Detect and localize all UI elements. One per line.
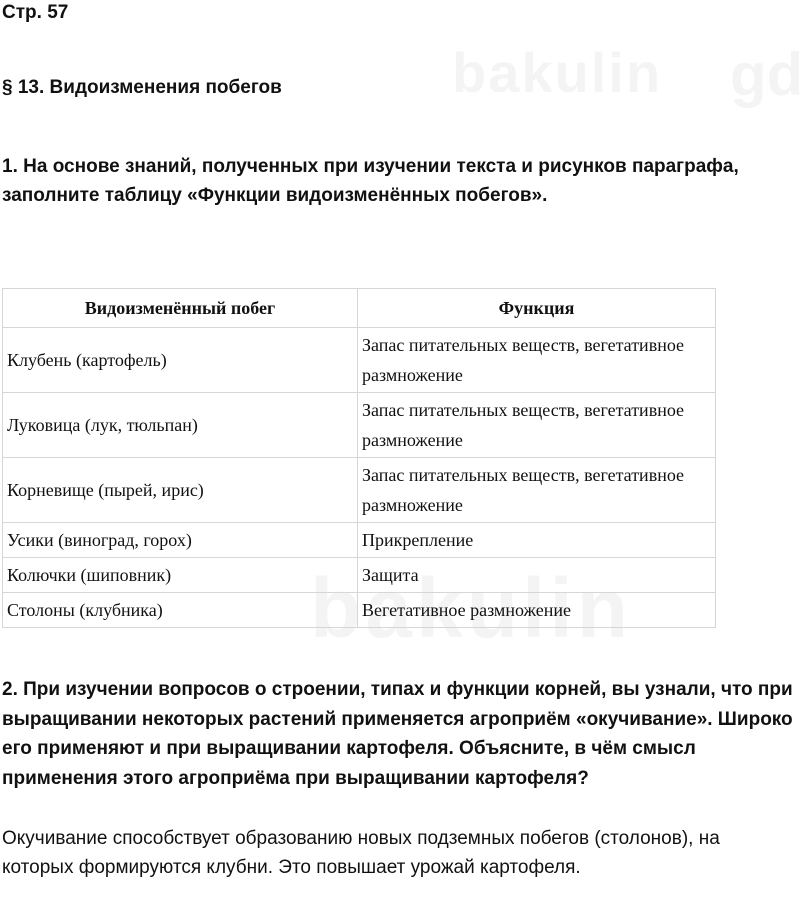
cell-function: Прикрепление — [358, 523, 716, 558]
section-title: § 13. Видоизменения побегов — [2, 77, 282, 98]
question-1: 1. На основе знаний, полученных при изучении текста и рисунков параграфа, заполните таблицу «Функции видоизменённых побегов». — [2, 156, 739, 206]
cell-shoot: Колючки (шиповник) — [3, 558, 358, 593]
table-row — [3, 523, 716, 558]
answer-2: Окучивание способствует образованию новых подземных побегов (столонов), на которых формируются клубни. Это повышает урожай картофеля. — [2, 828, 720, 878]
column-header-shoot: Видоизменённый побег — [3, 289, 358, 328]
watermark-site — [730, 40, 800, 109]
table-row — [3, 458, 716, 523]
table-header-row — [3, 289, 716, 328]
cell-function: Защита — [358, 558, 716, 593]
cell-function: Запас питательных веществ, вегетативное размножение — [358, 458, 716, 523]
table-row — [3, 558, 716, 593]
page-number: Стр. 57 — [2, 2, 69, 23]
cell-shoot: Усики (виноград, горох) — [3, 523, 358, 558]
cell-function: Вегетативное размножение — [358, 593, 716, 628]
column-header-function: Функция — [358, 289, 716, 328]
cell-shoot: Корневище (пырей, ирис) — [3, 458, 358, 523]
cell-function: Запас питательных веществ, вегетативное размножение — [358, 393, 716, 458]
table-row — [3, 393, 716, 458]
watermark-brand — [452, 40, 662, 105]
table-row — [3, 593, 716, 628]
shoot-functions-table — [2, 288, 716, 628]
cell-shoot: Клубень (картофель) — [3, 328, 358, 393]
table-row — [3, 328, 716, 393]
cell-shoot: Луковица (лук, тюльпан) — [3, 393, 358, 458]
question-2: 2. При изучении вопросов о строении, типах и функции корней, вы узнали, что при выращивании некоторых растений применяется агроприём «окучивание». Широко его применяют и при выращивании картофеля. Объясните, в чём смысл применения этого агроприёма при выращивании картофеля? — [2, 679, 793, 789]
cell-function: Запас питательных веществ, вегетативное размножение — [358, 328, 716, 393]
cell-shoot: Столоны (клубника) — [3, 593, 358, 628]
